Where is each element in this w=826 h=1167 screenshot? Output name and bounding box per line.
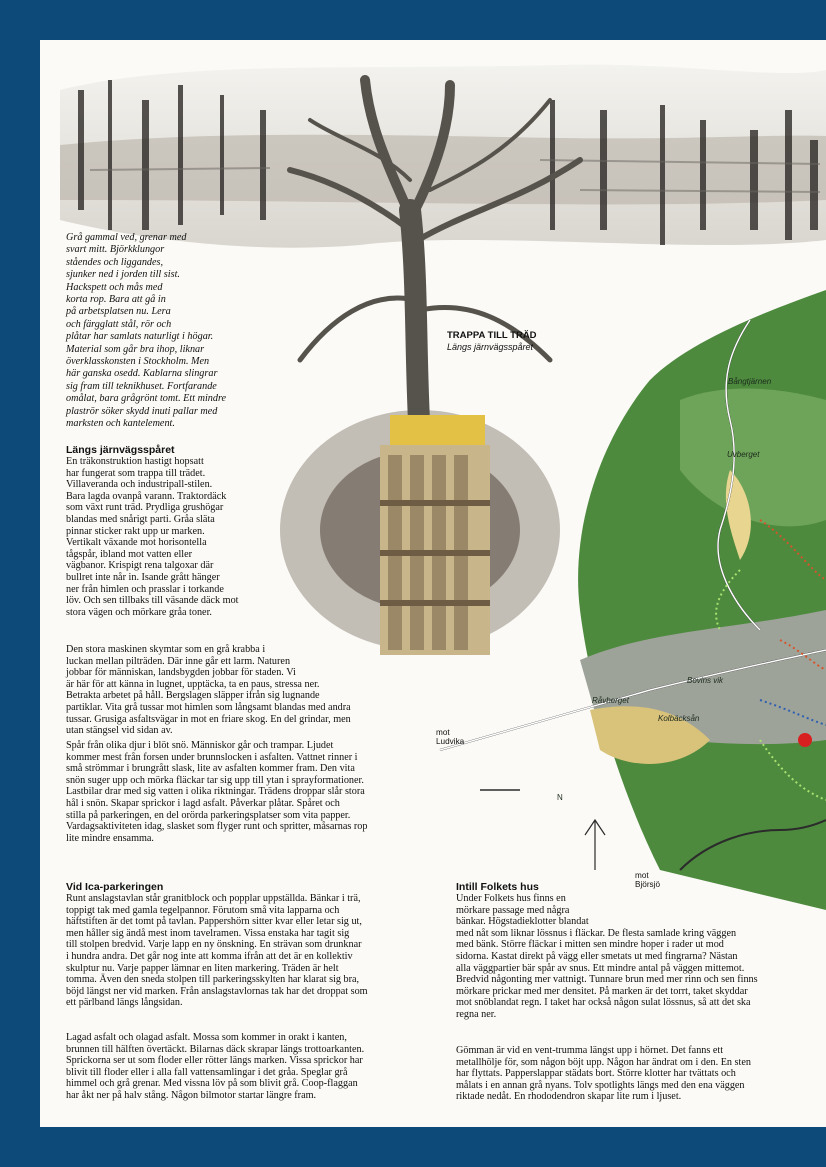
- map-label-uvberget: Uvberget: [727, 450, 760, 459]
- map-north-arrow-label: N: [557, 793, 563, 802]
- map-label-bovins-vik: Bovins vik: [687, 676, 724, 685]
- page: [40, 40, 826, 1127]
- map-label-kolbacksan: Kolbäcksån: [658, 714, 700, 723]
- intro-text: Grå gammal ved, grenar med svart mitt. Björkklungor ståendes och liggandes, sjunker ned i jorden till sist. Hackspett och mås med korta rop. Bara att gå in på arbetsplatsen nu. Lera och färgglatt stål, rör och plåtar har samlats naturligt i högar. Material som går bra ihop, liknar överklasskonsten i Stockholm. Men här ganska osedd. Kablarna slingrar sig fram till teknikhuset. Fortfarande omålat, bara grågrönt tomt. Ett mindre plaströr söker skydd inuti pallar med marksten och kantelement.: [66, 232, 227, 430]
- paragraph-corner: Gömman är vid en vent-trumma längst upp i hörnet. Det fanns ett metallhölje för, som någon böjt upp. Någon har ändrat om i den. En sten har flyttats. Papperslappar städats bort. Större klotter har tvättats och målats i en annan grå nyans. Tolv spotlights längs med den ena väggen riktade nedåt. En rhododendron skapar lite rum i ljuset.: [456, 1045, 751, 1103]
- paragraph-snow: Spår från olika djur i blöt snö. Människor går och trampar. Ljudet kommer mest från forsen under brunnslocken i asfalten. Vattnet rinner i små strömmar i brungrått slask, lite av asfalten kommer fram. Den vita snön suger upp och mörka fläckar tar sig upp till ytan i sprayformationer. Lastbilar drar med sig vatten i olika riktningar. Trädens droppar slår stora hål i snön. Skapar sprickor i lagd asfalt. Påverkar plåtar. Spåret och stilla på parkeringen, en del orörda parkeringsplatser som vita papper. Vardagsaktiviteten idag, slasket som flyger runt och spritter, måsarnas rop lite mindre ensamma.: [66, 740, 368, 844]
- section-rail-body: En träkonstruktion hastigt hopsatt har fungerat som trappa till trädet. Villaveranda och industripall-stilen. Bara lagda ovanpå varann. Traktordäck som växt runt träd. Prydliga grushögar blandas med snårigt parti. Gråa släta pinnar sticker rakt upp ur marken. Vertikalt växande mot horisontella tågspår, ibland mot vatten eller vägbanor. Krispigt rena talgoxar där bullret inte når in. Isande grått hänger ner från himlen och prasslar i torkande löv. Och sen tillbaks till väsande däck mot stora vägen och mörkare gråa toner.: [66, 456, 239, 618]
- section-ica-body: Runt anslagstavlan står granitblock och popplar uppställda. Bänkar i trä, toppigt tak med gamla tegelpannor. Förutom små vita lapparna och häftstiften är det tomt på tavlan. Pappershörn sitter kvar eller letar sig ut, men håller sig ändå mest inom tavelramen. Vissa enstaka har tagit sig till stolpen bredvid. Varje lapp en ny önskning. En strävan som drunknar i hundra andra. Det går nog inte att komma ifrån att det är en kollektiv skulptur nu. Varje papper lämnar en liten markering. Träden är helt tomma. Även den sneda stolpen till parkeringsskylten har klarat sig bra, böjd längst ner vid marken. Från anslagstavlornas tak har det droppat som ett pärlband längs långsidan.: [66, 893, 368, 1009]
- section-rail: [66, 444, 306, 618]
- section-ica-heading: Vid Ica-parkeringen: [66, 881, 164, 893]
- section-folkets-hus: [456, 881, 826, 1021]
- map-direction-ludvika: mot Ludvika: [436, 728, 465, 746]
- section-ica: [66, 881, 446, 1009]
- section-folkets-hus-body: Under Folkets hus finns en mörkare passage med några bänkar. Högstadieklotter blandat med nåt som liknar lössnus i fläckar. De flesta samlade kring väggen med bänk. Större fläckar i mitten sen mindre hoper i rader ut mod sidorna. Kastat direkt på vägg eller smetats ut med fingrarna? Nästan alla väggpartier bär spår av snus. Ett mindre antal på väggen mittemot. Bredvid någonting mer vattnigt. Tunnare brun med mer rinn och sen finns mörkare prickar med mer densitet. På marken är det torrt, taket skyddar mot snöblandat regn. I taket har också någon sulat lössnus, så att det ska regna ner.: [456, 893, 758, 1020]
- section-folkets-hus-heading: Intill Folkets hus: [456, 881, 539, 893]
- stair-caption-title: TRAPPA TILL TRÄD: [447, 330, 537, 341]
- map-label-ravberget: Råvberget: [592, 696, 629, 705]
- paragraph-machine: Den stora maskinen skymtar som en grå krabba i luckan mellan pilträden. Där inne går ett larm. Naturen jobbar för människan, landsbygden jobbar för staden. Vi är här för att känna in lugnet, upptäcka, ta en paus, stressa ner. Betrakta arbetet på håll. Bergslagen släpper ifrån sig lugnande partiklar. Vita grå tussar mot himlen som långsamt blandas med andra tussar. Grusiga asfaltsvägar in mot en friare skog. En del grindar, men utan stängsel vid sidan av.: [66, 644, 351, 737]
- map-label-bangtjarnen: Bångtjärnen: [728, 377, 772, 386]
- section-rail-heading: Längs järnvägsspåret: [66, 444, 175, 456]
- area-map: [430, 270, 826, 910]
- stair-caption-subtitle: Längs järnvägsspåret: [447, 342, 534, 352]
- stair-caption: [447, 330, 597, 352]
- map-direction-bjorsjo: mot Björsjö: [635, 871, 661, 889]
- paragraph-asphalt: Lagad asfalt och olagad asfalt. Mossa som kommer in orakt i kanten, brunnen till hälften övertäckt. Bilarnas däck skrapar längs trottoarkanten. Sprickorna ser ut som floder eller rötter längs marken. Vissa sprickor har blivit till floder eller i alla fall vattensamlingar i det gråa. Speglar grå himmel och grå grenar. Med vissna löv på som blivit grå. Coop-flaggan har åkt ner på halv stång. Någon bilmotor startar längre fram.: [66, 1032, 365, 1101]
